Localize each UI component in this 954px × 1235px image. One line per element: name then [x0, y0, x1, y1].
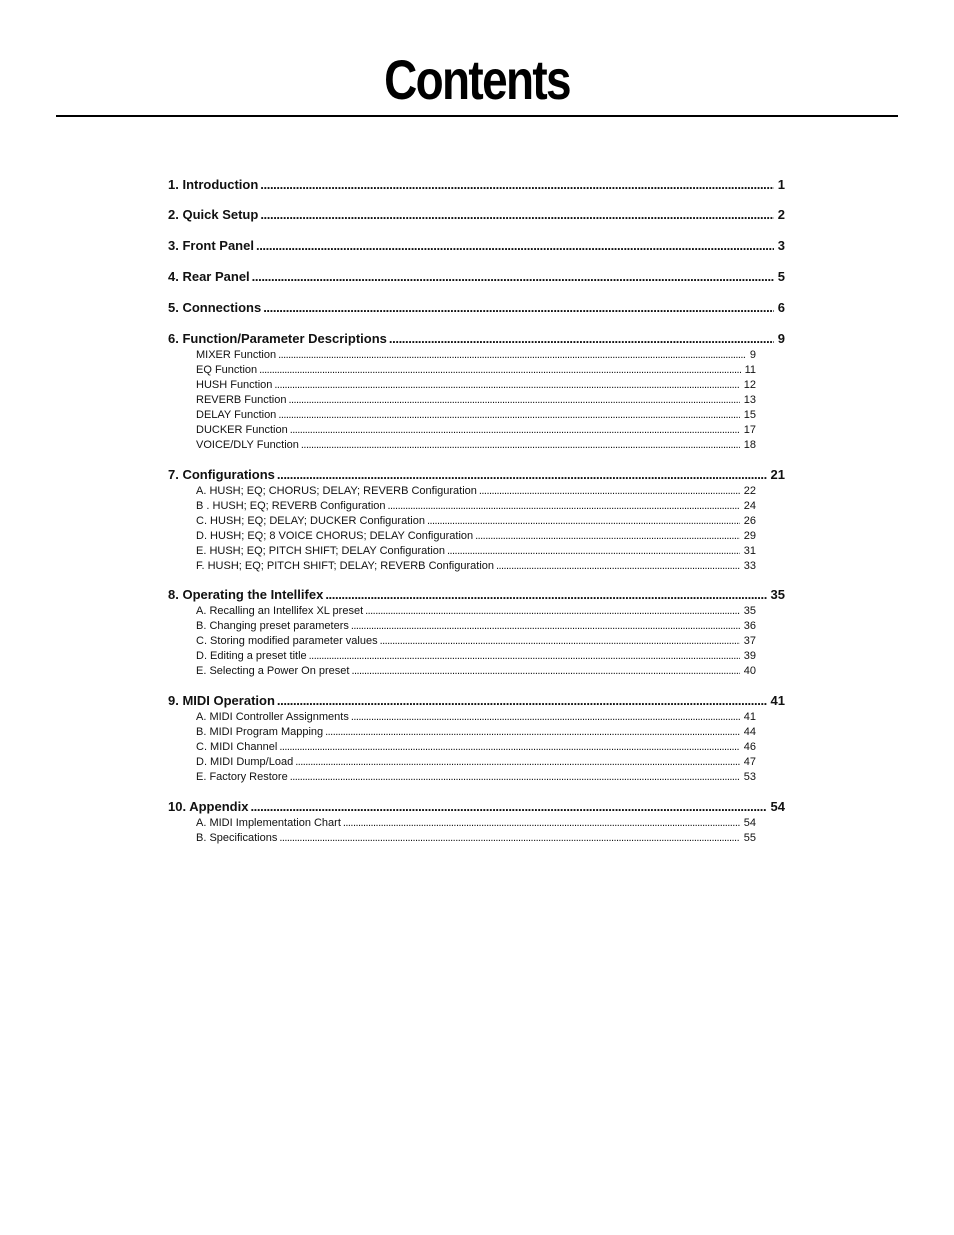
- toc-subsection-label: A. MIDI Implementation Chart: [196, 817, 341, 829]
- toc-section-page: 9: [777, 331, 785, 346]
- toc-subsection-page: 54: [743, 817, 756, 829]
- toc-subsection-page: 22: [743, 485, 756, 497]
- toc-subsection[interactable]: [196, 770, 756, 785]
- toc-leader-dots: [277, 692, 767, 710]
- toc-subsection-page: 37: [743, 635, 756, 648]
- toc-section-page: 41: [770, 693, 785, 708]
- toc-leader-dots: [479, 484, 740, 499]
- toc-leader-dots: [278, 348, 746, 363]
- toc-subsection-label: B. Changing preset parameters: [196, 620, 349, 633]
- toc-leader-dots: [447, 544, 740, 559]
- toc-subsection[interactable]: [196, 740, 756, 755]
- toc-subsection-label: DUCKER Function: [196, 424, 288, 437]
- toc-leader-dots: [389, 330, 774, 348]
- toc-subsection-label: D. MIDI Dump/Load: [196, 756, 294, 769]
- toc-subsection-label: C. Storing modified parameter values: [196, 635, 378, 648]
- toc-section[interactable]: [168, 237, 785, 255]
- toc-subsection-page: 40: [743, 665, 756, 678]
- toc-subsection[interactable]: [196, 710, 756, 725]
- toc-section[interactable]: [168, 268, 785, 286]
- toc-section-page: 21: [770, 467, 785, 482]
- toc-leader-dots: [274, 378, 739, 393]
- toc-subsection[interactable]: [196, 423, 756, 438]
- toc-subsection-page: 31: [743, 545, 756, 558]
- toc-section-label: 4. Rear Panel: [168, 269, 250, 284]
- toc-subsection-page: 33: [743, 560, 756, 573]
- toc-section[interactable]: [168, 206, 785, 224]
- toc-section-label: 3. Front Panel: [168, 238, 254, 253]
- toc-subsection-page: 47: [743, 756, 756, 769]
- toc-subsection[interactable]: [196, 619, 756, 634]
- toc-subsection-page: 11: [744, 364, 756, 377]
- toc-subsection[interactable]: [196, 604, 756, 619]
- toc-subsection-label: E. HUSH; EQ; PITCH SHIFT; DELAY Configuration: [196, 545, 446, 558]
- toc-leader-dots: [288, 393, 739, 408]
- toc-section-label: 2. Quick Setup: [168, 207, 259, 222]
- toc-subsection[interactable]: [196, 755, 756, 770]
- toc-subsection-label: B. MIDI Program Mapping: [196, 726, 324, 739]
- toc-subsection-page: 15: [743, 409, 756, 422]
- toc-leader-dots: [351, 664, 739, 679]
- toc-section-label: 1. Introduction: [168, 177, 259, 192]
- toc-subsection[interactable]: [196, 438, 756, 453]
- toc-subsection-page: 29: [743, 530, 756, 543]
- toc-section-label: 10. Appendix: [168, 799, 249, 814]
- toc-subsection-page: 53: [743, 771, 756, 784]
- toc-leader-dots: [260, 176, 773, 194]
- toc-subsection-label: A. MIDI Controller Assignments: [196, 711, 349, 723]
- toc-section-page: 3: [777, 238, 785, 253]
- toc-subsection-label: A. HUSH; EQ; CHORUS; DELAY; REVERB Configuration: [196, 485, 477, 497]
- toc-leader-dots: [427, 514, 740, 529]
- toc-subsection-page: 55: [743, 832, 756, 845]
- toc-subsection[interactable]: [196, 634, 756, 649]
- toc-leader-dots: [277, 466, 767, 484]
- toc-leader-dots: [365, 604, 740, 619]
- toc-subsection-page: 12: [743, 379, 756, 392]
- toc-leader-dots: [325, 586, 766, 604]
- toc-subsection-label: F. HUSH; EQ; PITCH SHIFT; DELAY; REVERB Configuration: [196, 560, 494, 573]
- toc-leader-dots: [475, 529, 740, 544]
- toc-section[interactable]: [168, 299, 785, 317]
- toc-leader-dots: [351, 619, 740, 634]
- toc-subsection-page: 35: [743, 605, 756, 617]
- toc-subsection[interactable]: [196, 378, 756, 393]
- toc-section[interactable]: [168, 586, 785, 604]
- toc-subsection-label: B. Specifications: [196, 832, 278, 845]
- toc-section-label: 5. Connections: [168, 300, 262, 315]
- toc-subsection-page: 13: [743, 394, 756, 407]
- toc-subsection-label: D. Editing a preset title: [196, 650, 307, 663]
- toc-section-page: 5: [777, 269, 785, 284]
- toc-subsection[interactable]: [196, 408, 756, 423]
- title-rule: [56, 115, 898, 117]
- toc-leader-dots: [309, 649, 740, 664]
- toc-leader-dots: [290, 770, 740, 785]
- toc-subsection[interactable]: [196, 544, 756, 559]
- toc-leader-dots: [259, 363, 740, 378]
- toc-subsection-label: HUSH Function: [196, 379, 273, 392]
- toc-subsection[interactable]: [196, 559, 756, 574]
- toc-subsection[interactable]: [196, 725, 756, 740]
- toc-leader-dots: [260, 206, 773, 224]
- toc-subsection-page: 18: [743, 439, 756, 452]
- toc-subsection[interactable]: [196, 393, 756, 408]
- toc-section-label: 6. Function/Parameter Descriptions: [168, 331, 387, 346]
- toc-subsection[interactable]: [196, 529, 756, 544]
- toc-leader-dots: [301, 438, 740, 453]
- toc-leader-dots: [325, 725, 740, 740]
- toc-subsection-label: E. Selecting a Power On preset: [196, 665, 350, 678]
- toc-subsection-label: EQ Function: [196, 364, 258, 377]
- toc-subsection-page: 26: [743, 515, 756, 528]
- toc-subsection[interactable]: [196, 363, 756, 378]
- toc-leader-dots: [380, 634, 740, 649]
- toc-subsection[interactable]: [196, 831, 756, 846]
- toc-section-page: 54: [770, 799, 785, 814]
- toc-subsection-label: C. HUSH; EQ; DELAY; DUCKER Configuration: [196, 515, 425, 528]
- toc-section[interactable]: [168, 798, 785, 816]
- toc-leader-dots: [388, 499, 740, 514]
- toc-leader-dots: [250, 798, 766, 816]
- toc-section-page: 2: [777, 207, 785, 222]
- toc-subsection-page: 17: [743, 424, 756, 437]
- toc-subsection[interactable]: [196, 649, 756, 664]
- toc-subsection-label: D. HUSH; EQ; 8 VOICE CHORUS; DELAY Configuration: [196, 530, 474, 543]
- page-title: Contents: [384, 48, 570, 111]
- toc-subsection-label: C. MIDI Channel: [196, 741, 278, 754]
- toc-leader-dots: [351, 710, 740, 725]
- toc-subsection-page: 24: [743, 500, 756, 513]
- toc-subsection-page: 39: [743, 650, 756, 663]
- toc-subsection-label: E. Factory Restore: [196, 771, 288, 784]
- toc-leader-dots: [496, 559, 740, 574]
- toc-subsection-label: REVERB Function: [196, 394, 287, 407]
- toc-section[interactable]: [168, 692, 785, 710]
- toc-leader-dots: [263, 299, 774, 317]
- toc-subsection-label: A. Recalling an Intellifex XL preset: [196, 605, 364, 617]
- toc-subsection-page: 9: [749, 349, 756, 361]
- toc-leader-dots: [279, 831, 739, 846]
- toc-section-page: 35: [770, 587, 785, 602]
- toc-subsection-label: VOICE/DLY Function: [196, 439, 299, 452]
- toc-subsection-label: B . HUSH; EQ; REVERB Configuration: [196, 500, 386, 513]
- toc-leader-dots: [343, 816, 740, 831]
- toc-subsection[interactable]: [196, 514, 756, 529]
- toc-section[interactable]: [168, 176, 785, 194]
- toc-leader-dots: [290, 423, 740, 438]
- toc-subsection[interactable]: [196, 484, 756, 499]
- toc-leader-dots: [252, 268, 774, 286]
- toc-section-label: 9. MIDI Operation: [168, 693, 275, 708]
- toc-subsection[interactable]: [196, 348, 756, 363]
- toc-leader-dots: [295, 755, 740, 770]
- toc-subsection-page: 44: [743, 726, 756, 739]
- toc-section-label: 7. Configurations: [168, 467, 275, 482]
- toc-section-page: 6: [777, 300, 785, 315]
- toc-subsection-page: 36: [743, 620, 756, 633]
- toc-leader-dots: [256, 237, 774, 255]
- toc-subsection-page: 41: [743, 711, 756, 723]
- toc-section[interactable]: [168, 330, 785, 348]
- toc-subsection-label: DELAY Function: [196, 409, 277, 422]
- toc-section-label: 8. Operating the Intellifex: [168, 587, 324, 602]
- toc-leader-dots: [278, 408, 739, 423]
- toc-subsection[interactable]: [196, 499, 756, 514]
- toc-section-page: 1: [777, 177, 785, 192]
- toc-subsection[interactable]: [196, 664, 756, 679]
- toc-leader-dots: [279, 740, 739, 755]
- toc-subsection[interactable]: [196, 816, 756, 831]
- toc-subsection-label: MIXER Function: [196, 349, 277, 361]
- toc-subsection-page: 46: [743, 741, 756, 754]
- toc-section[interactable]: [168, 466, 785, 484]
